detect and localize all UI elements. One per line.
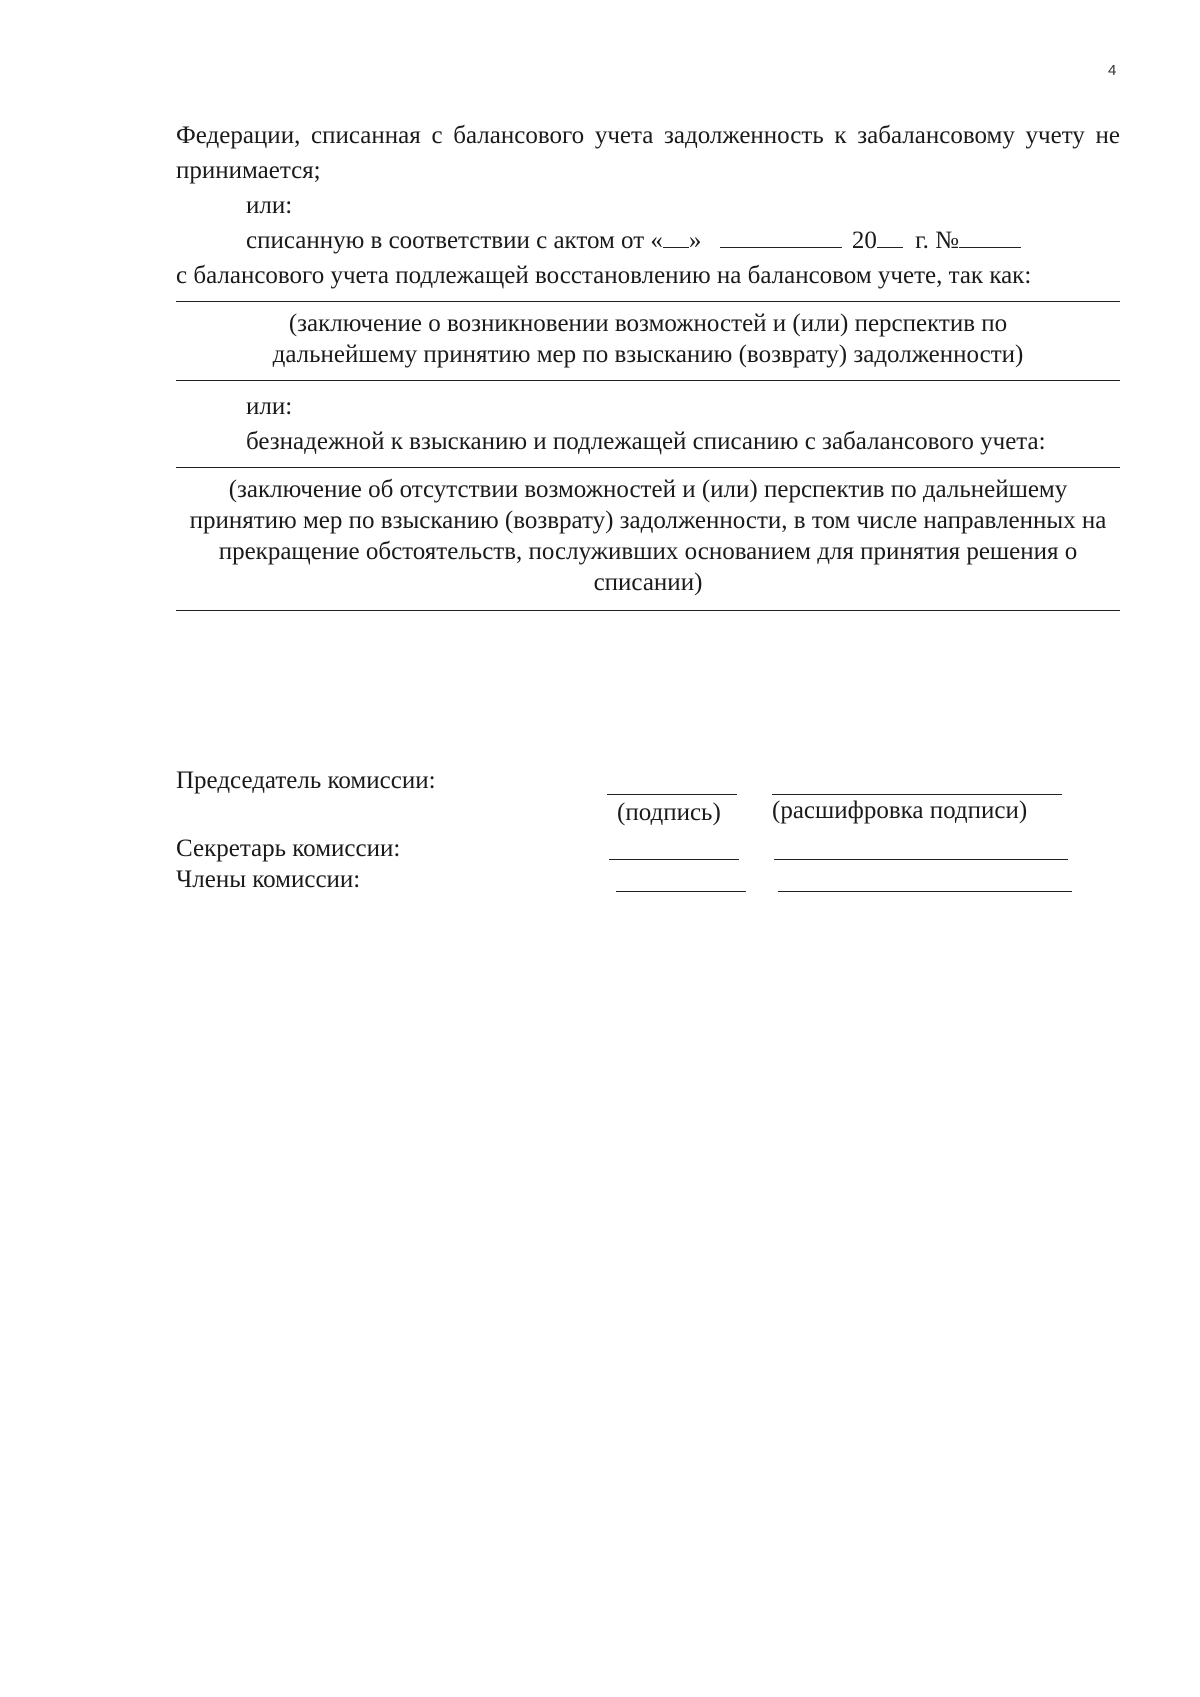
page-number: 4 (1108, 62, 1117, 79)
act-quote-close: » (688, 227, 702, 254)
or-label-2: или: (246, 393, 293, 420)
paragraph-hopeless: безнадежной к взысканию и подлежащей списанию с забалансового учета: (246, 428, 1046, 455)
year-prefix: 20 (851, 227, 877, 254)
caption-possibilities: (заключение о возникновении возможностей и (или) перспектив по дальнейшему принятию мер по взысканию (возврату) задолженности) (272, 310, 1024, 368)
conclusion-line-4 (176, 610, 1120, 611)
chairman-label: Председатель комиссии: (176, 767, 436, 794)
paragraph-restore-balance: с балансового учета подлежащей восстановлению на балансовом учете, так как: (176, 262, 1032, 289)
members-signature-line (616, 891, 746, 892)
number-label: г. № (915, 227, 959, 254)
chairman-signature-line (607, 794, 737, 795)
signature-caption: (подпись) (617, 799, 721, 826)
month-blank (720, 223, 842, 248)
year-blank (877, 223, 903, 248)
day-blank (663, 223, 689, 248)
number-blank (959, 223, 1021, 248)
secretary-decoding-line (774, 859, 1068, 860)
or-label-1: или: (246, 192, 293, 219)
decoding-caption: (расшифровка подписи) (772, 797, 1028, 824)
members-label: Члены комиссии: (176, 866, 361, 893)
conclusion-line-2 (176, 380, 1120, 381)
paragraph-federation: Федерации, списанная с балансового учета задолженность к забалансовому учету не принимается; (176, 122, 1120, 184)
paragraph-written-off-act (176, 223, 1120, 258)
document-body (176, 118, 1120, 611)
members-decoding-line (778, 891, 1072, 892)
secretary-signature-line (609, 859, 739, 860)
chairman-decoding-line (772, 794, 1062, 795)
secretary-label: Секретарь комиссии: (176, 835, 401, 862)
act-text: списанную в соответствии с актом от « (246, 227, 663, 254)
caption-no-possibilities: (заключение об отсутствии возможностей и (или) перспектив по дальнейшему принятию мер по взысканию (возврату) задолженности, в том числе направленных на прекращение обстоятельств, послуживших основанием для принятия решения о списании) (189, 476, 1107, 596)
